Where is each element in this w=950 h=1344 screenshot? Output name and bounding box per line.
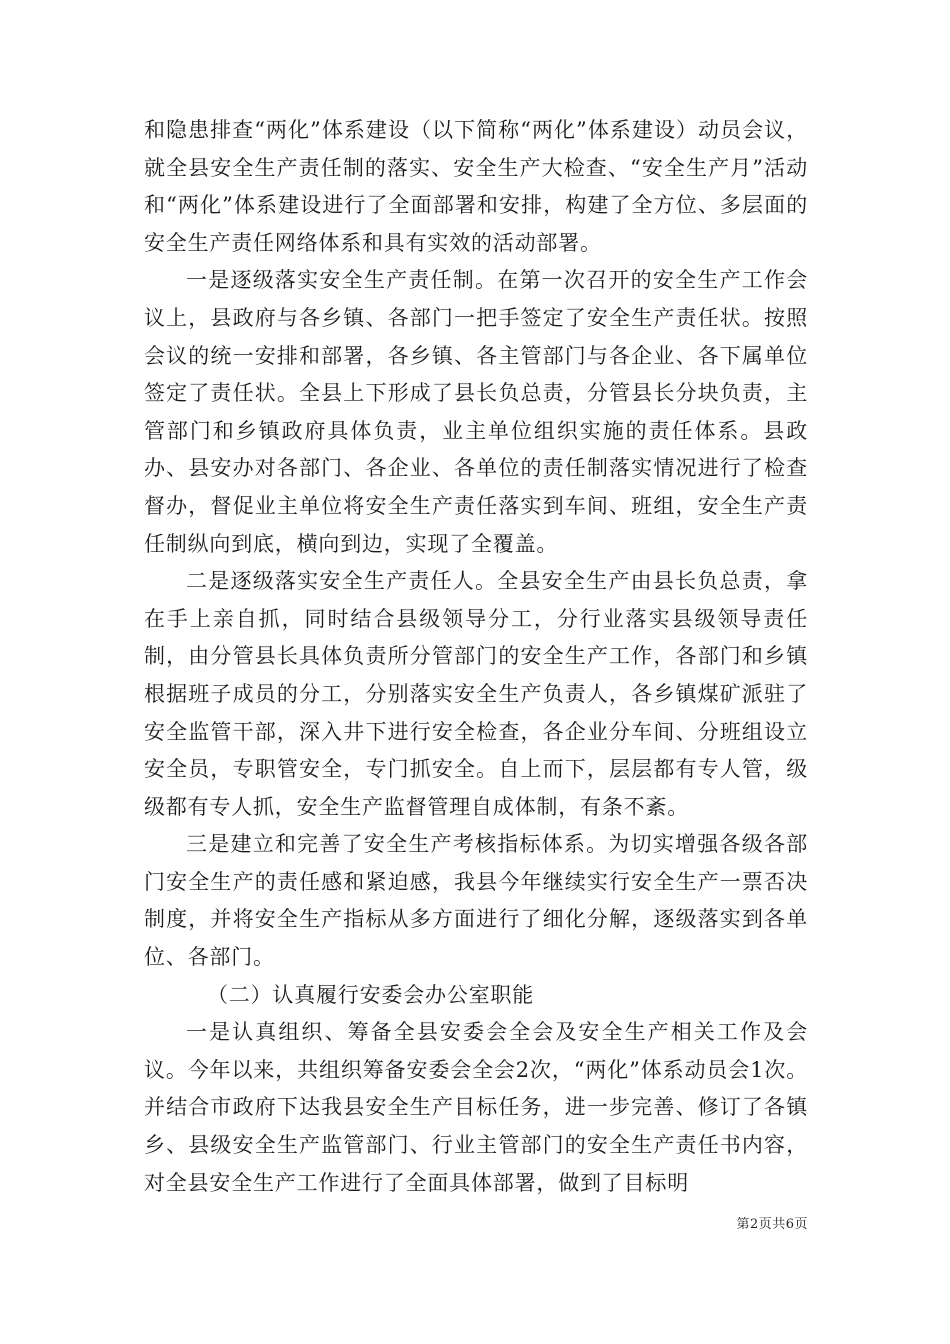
section-heading: （二）认真履行安委会办公室职能 xyxy=(207,982,534,1007)
paragraph-continuation: 和隐患排查“两化”体系建设（以下简称“两化”体系建设）动员会议，就全县安全生产责任制的落实、安全生产大检查、“安全生产月”活动和“两化”体系建设进行了全面部署和安排，构建了全方位、多层面的安全生产责任网络体系和具有实效的活动部署。 xyxy=(144,118,808,255)
page-number: 第2页共6页 xyxy=(736,1217,808,1232)
document-body xyxy=(144,112,808,1202)
paragraph-assessment-indicators: 三是建立和完善了安全生产考核指标体系。为切实增强各级各部门安全生产的责任感和紧迫感，我县今年继续实行安全生产一票否决制度，并将安全生产指标从多方面进行了细化分解，逐级落实到各单位、各部门。 xyxy=(144,832,808,970)
paragraph-responsibility-system: 一是逐级落实安全生产责任制。在第一次召开的安全生产工作会议上，县政府与各乡镇、各部门一把手签定了安全生产责任状。按照会议的统一安排和部署，各乡镇、各主管部门与各企业、各下属单位签定了责任状。全县上下形成了县长负总责，分管县长分块负责，主管部门和乡镇政府具体负责，业主单位组织实施的责任体系。县政办、县安办对各部门、各企业、各单位的责任制落实情况进行了检查督办，督促业主单位将安全生产责任落实到车间、班组，安全生产责任制纵向到底，横向到边，实现了全覆盖。 xyxy=(144,268,808,556)
paragraph-committee-meetings: 一是认真组织、筹备全县安委会全会及安全生产相关工作及会议。今年以来，共组织筹备安委会全会2次，“两化”体系动员会1次。并结合市政府下达我县安全生产目标任务，进一步完善、修订了各镇乡、县级安全生产监管部门、行业主管部门的安全生产责任书内容，对全县安全生产工作进行了全面具体部署，做到了目标明 xyxy=(144,1020,808,1195)
paragraph-responsible-persons: 二是逐级落实安全生产责任人。全县安全生产由县长负总责，拿在手上亲自抓，同时结合县级领导分工，分行业落实县级领导责任制，由分管县长具体负责所分管部门的安全生产工作，各部门和乡镇根据班子成员的分工，分别落实安全生产负责人，各乡镇煤矿派驻了安全监管干部，深入井下进行安全检查，各企业分车间、分班组设立安全员，专职管安全，专门抓安全。自上而下，层层都有专人管，级级都有专人抓，安全生产监督管理自成体制，有条不紊。 xyxy=(144,569,808,819)
